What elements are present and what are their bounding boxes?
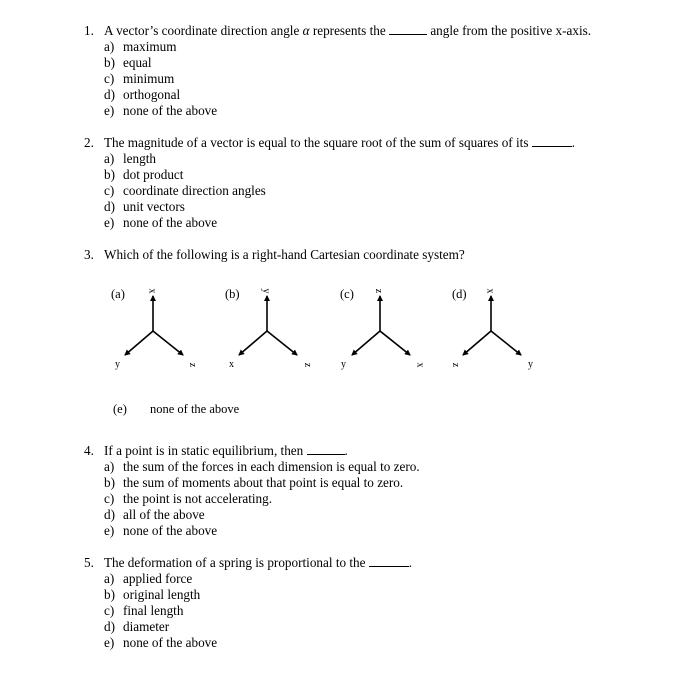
axes-figure-c: [352, 296, 410, 355]
option-d: d) unit vectors: [104, 199, 185, 214]
option-b: b) the sum of moments about that point is equal to zero.: [104, 475, 404, 490]
axis-label-c-top: z: [373, 288, 385, 294]
option-e-letter: (e): [113, 402, 127, 416]
axis-label-a-right: z: [187, 362, 199, 368]
option-d: d) all of the above: [104, 507, 205, 522]
axes-figure-a: [125, 296, 183, 355]
option-a: a) length: [104, 151, 156, 166]
axes-figure-b: [239, 296, 297, 355]
question-stem: Which of the following is a right-hand Cartesian coordinate system?: [104, 247, 465, 262]
option-d: d) diameter: [104, 619, 170, 634]
option-e-text: none of the above: [150, 402, 240, 416]
question-stem: The magnitude of a vector is equal to the square root of the sum of squares of its .: [104, 135, 576, 150]
option-b: b) dot product: [104, 167, 184, 182]
axis-label-a-top: x: [146, 288, 158, 294]
option-c: c) the point is not accelerating.: [104, 491, 273, 506]
option-e: e) none of the above: [104, 635, 218, 650]
option-a: a) the sum of the forces in each dimension is equal to zero.: [104, 459, 420, 474]
question-number: 4.: [84, 443, 94, 458]
figure-c-label: (c): [340, 287, 354, 301]
figure-d-label: (d): [452, 287, 467, 301]
axis-label-c-left: y: [341, 359, 346, 370]
question-number: 3.: [84, 247, 94, 262]
option-c: c) minimum: [104, 71, 175, 86]
answer-blank: [307, 443, 345, 455]
question-number: 1.: [84, 23, 94, 38]
option-a: a) maximum: [104, 39, 177, 54]
option-d: d) orthogonal: [104, 87, 181, 102]
option-a: a) applied force: [104, 571, 193, 586]
axis-label-a-left: y: [115, 359, 120, 370]
axis-label-c-right: x: [414, 362, 426, 368]
axis-label-d-left: z: [450, 362, 462, 368]
axis-label-b-right: z: [302, 362, 314, 368]
question-number: 2.: [84, 135, 94, 150]
axis-label-b-left: x: [229, 359, 234, 370]
option-c: c) final length: [104, 603, 184, 618]
figure-b-label: (b): [225, 287, 240, 301]
option-b: b) equal: [104, 55, 152, 70]
question-stem: The deformation of a spring is proportional to the .: [104, 555, 413, 570]
question-stem: If a point is in static equilibrium, then .: [104, 443, 348, 458]
option-c: c) coordinate direction angles: [104, 183, 266, 198]
axis-label-d-right: y: [528, 359, 533, 370]
option-b: b) original length: [104, 587, 201, 602]
option-e: e) none of the above: [104, 103, 218, 118]
option-e: e) none of the above: [104, 523, 218, 538]
option-e: e) none of the above: [104, 215, 218, 230]
figure-a-label: (a): [111, 287, 125, 301]
alpha-symbol: α: [302, 23, 310, 38]
answer-blank: [369, 555, 409, 567]
question-number: 5.: [84, 555, 94, 570]
question-stem: A vector’s coordinate direction angle α represents the angle from the positive x-axis.: [104, 23, 592, 38]
axis-label-d-top: x: [484, 288, 496, 294]
axis-label-b-top: y: [260, 288, 272, 294]
axes-figure-d: [463, 296, 521, 355]
